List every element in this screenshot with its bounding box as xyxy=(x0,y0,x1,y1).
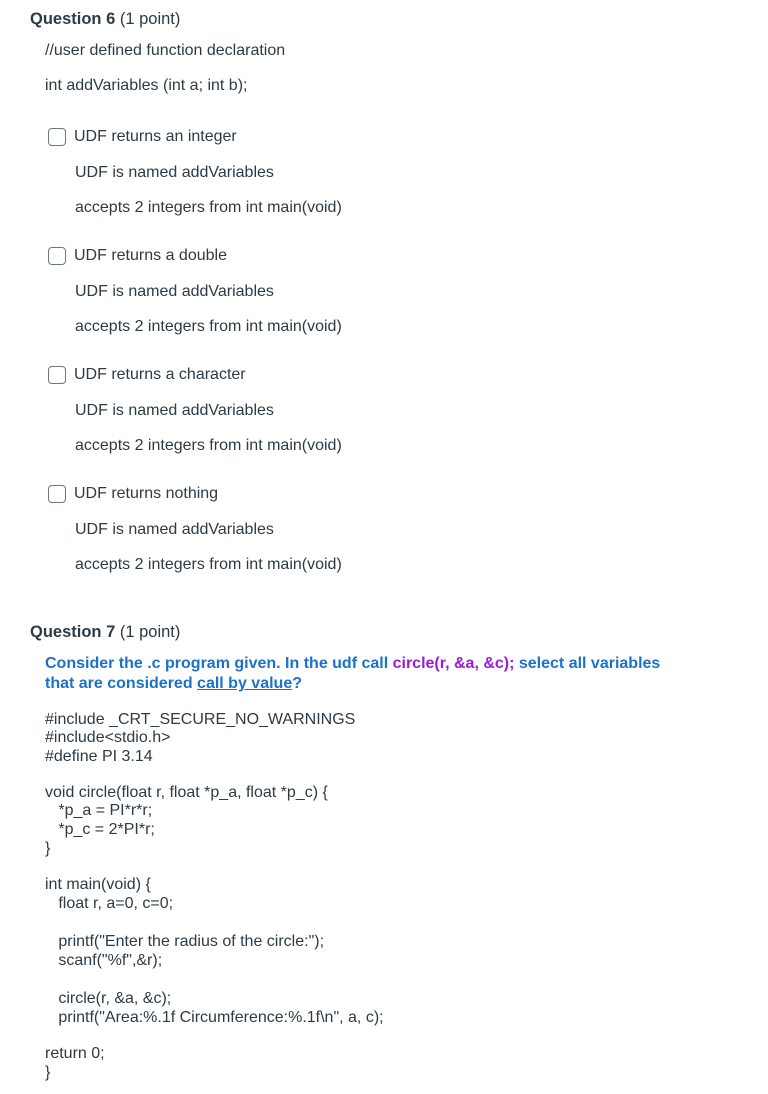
code-line-4: void circle(float r, float *p_a, float *p_c) { xyxy=(45,784,328,801)
option-3[interactable] xyxy=(48,366,246,384)
code-line-10: printf("Enter the radius of the circle:"); xyxy=(45,933,325,950)
question-7-title xyxy=(30,623,180,642)
question-7-points: (1 point) xyxy=(119,623,181,641)
prompt-udf-call: circle(r, &a, &c); xyxy=(392,655,515,672)
question-6-points: (1 point) xyxy=(119,10,181,28)
option-3-line1: UDF returns a character xyxy=(74,366,246,383)
question-6-title xyxy=(30,10,180,29)
option-1-checkbox[interactable] xyxy=(48,128,66,146)
code-line-6: *p_c = 2*PI*r; xyxy=(45,821,155,838)
option-4-checkbox[interactable] xyxy=(48,485,66,503)
prompt-call-by-value: call by value xyxy=(197,675,293,692)
option-4-line3: accepts 2 integers from int main(void) xyxy=(75,556,342,573)
prompt-text-3: that are considered xyxy=(45,675,198,692)
code-line-1: #include _CRT_SECURE_NO_WARNINGS xyxy=(45,711,356,728)
code-line-2: #include<stdio.h> xyxy=(45,729,171,746)
code-line-14: return 0; xyxy=(45,1045,105,1062)
option-1-line3: accepts 2 integers from int main(void) xyxy=(75,199,342,216)
option-2-line3: accepts 2 integers from int main(void) xyxy=(75,318,342,335)
code-line-11: scanf("%f",&r); xyxy=(45,952,163,969)
option-1[interactable] xyxy=(48,128,237,146)
code-line-12: circle(r, &a, &c); xyxy=(45,990,172,1007)
code-line-13: printf("Area:%.1f Circumference:%.1f\n", a, c); xyxy=(45,1009,384,1026)
option-3-checkbox[interactable] xyxy=(48,366,66,384)
question-6-stem-line1: //user defined function declaration xyxy=(45,42,286,59)
option-1-line1: UDF returns an integer xyxy=(74,128,237,145)
question-7-prompt-line2 xyxy=(45,674,302,694)
code-line-8: int main(void) { xyxy=(45,876,151,893)
prompt-text-2: select all variables xyxy=(514,655,661,672)
option-2-line2: UDF is named addVariables xyxy=(75,283,274,300)
option-2-line1: UDF returns a double xyxy=(74,247,227,264)
code-line-15: } xyxy=(45,1064,51,1081)
question-6-label: Question 6 xyxy=(30,10,116,28)
code-line-7: } xyxy=(45,840,51,857)
code-line-5: *p_a = PI*r*r; xyxy=(45,802,153,819)
question-6-stem-line2: int addVariables (int a; int b); xyxy=(45,77,248,94)
prompt-text-4: ? xyxy=(292,675,302,692)
option-3-line2: UDF is named addVariables xyxy=(75,402,274,419)
question-7-prompt-line1 xyxy=(45,654,660,674)
prompt-text-1: Consider the .c program given. In the udf call xyxy=(45,655,393,672)
option-4-line2: UDF is named addVariables xyxy=(75,521,274,538)
code-line-9: float r, a=0, c=0; xyxy=(45,895,174,912)
option-2[interactable] xyxy=(48,247,227,265)
option-4-line1: UDF returns nothing xyxy=(74,485,219,502)
question-7-label: Question 7 xyxy=(30,623,116,641)
code-line-3: #define PI 3.14 xyxy=(45,748,153,765)
option-3-line3: accepts 2 integers from int main(void) xyxy=(75,437,342,454)
option-4[interactable] xyxy=(48,485,218,503)
option-2-checkbox[interactable] xyxy=(48,247,66,265)
option-1-line2: UDF is named addVariables xyxy=(75,164,274,181)
